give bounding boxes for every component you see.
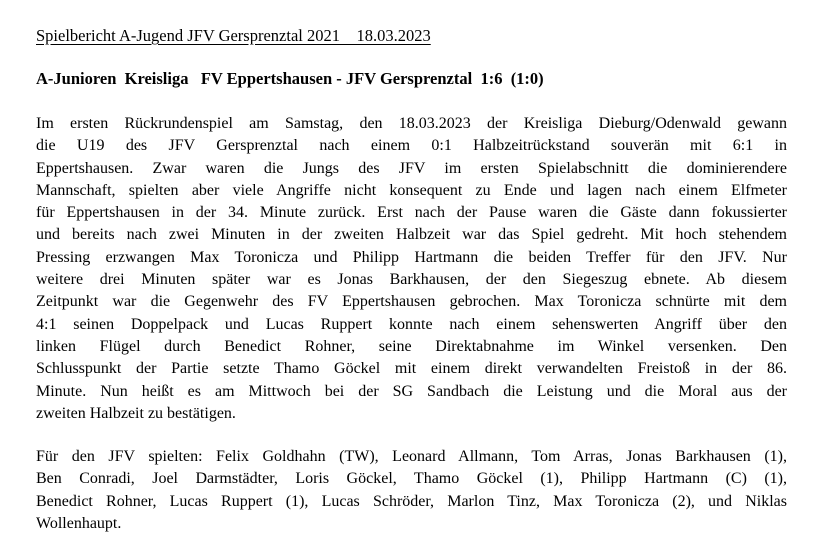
lineup-paragraph xyxy=(36,446,787,535)
text-line: die U19 des JFV Gersprenztal nach einem 0:1 Halbzeitrückstand souverän mit 6:1 in xyxy=(36,137,787,155)
text-line: Mannschaft, spielten aber viele Angriffe nicht konsequent zu Ende und lagen nach einem Elfmeter xyxy=(36,181,787,199)
text-line: Ben Conradi, Joel Darmstädter, Loris Göckel, Thamo Göckel (1), Philipp Hartmann (C) (1), xyxy=(36,470,787,488)
text-line: linken Flügel durch Benedict Rohner, seine Direktabnahme im Winkel versenken. Den xyxy=(36,337,787,355)
text-line: Eppertshausen. Zwar waren die Jungs des JFV im ersten Spielabschnitt die dominierendere xyxy=(36,159,787,177)
text-line: Schlusspunkt der Partie setzte Thamo Göckel mit einem direkt verwandelten Freistoß in der 86. xyxy=(36,360,787,378)
text-line: Im ersten Rückrundenspiel am Samstag, den 18.03.2023 der Kreisliga Dieburg/Odenwald gewann xyxy=(36,115,787,132)
text-line: Benedict Rohner, Lucas Ruppert (1), Lucas Schröder, Marlon Tinz, Max Toronicza (2), und Niklas xyxy=(36,492,787,510)
text-line: zweiten Halbzeit zu bestätigen. xyxy=(36,404,236,422)
text-line: und bereits nach zwei Minuten in der zweiten Halbzeit war das Spiel gedreht. Mit hoch stehendem xyxy=(36,226,787,244)
text-line: Wollenhaupt. xyxy=(36,515,122,533)
text-line: für Eppertshausen in der 34. Minute zurück. Erst nach der Pause waren die Gäste dann fokussierter xyxy=(36,204,787,222)
text-line: Zeitpunkt war die Gegenwehr des FV Eppertshausen gebrochen. Max Toronicza schnürte mit dem xyxy=(36,293,787,311)
text-line: Pressing erzwangen Max Toronicza und Philipp Hartmann die beiden Treffer für den JFV. Nur xyxy=(36,248,787,266)
text-line: Minute. Nun heißt es am Mittwoch bei der SG Sandbach die Leistung und die Moral aus der xyxy=(36,382,787,400)
document-title: Spielbericht A-Jugend JFV Gersprenztal 2021 18.03.2023 xyxy=(36,26,431,45)
text-line: Für den JFV spielten: Felix Goldhahn (TW), Leonard Allmann, Tom Arras, Jonas Barkhausen (1), xyxy=(36,448,787,466)
text-line: weitere drei Minuten später war es Jonas Barkhausen, der den Siegeszug ebnete. Ab diesem xyxy=(36,271,787,289)
report-paragraph xyxy=(36,113,787,425)
match-header: A-Junioren Kreisliga FV Eppertshausen - JFV Gersprenztal 1:6 (1:0) xyxy=(36,69,544,88)
text-line: 4:1 seinen Doppelpack und Lucas Ruppert konnte nach einem sehenswerten Angriff über den xyxy=(36,315,787,333)
